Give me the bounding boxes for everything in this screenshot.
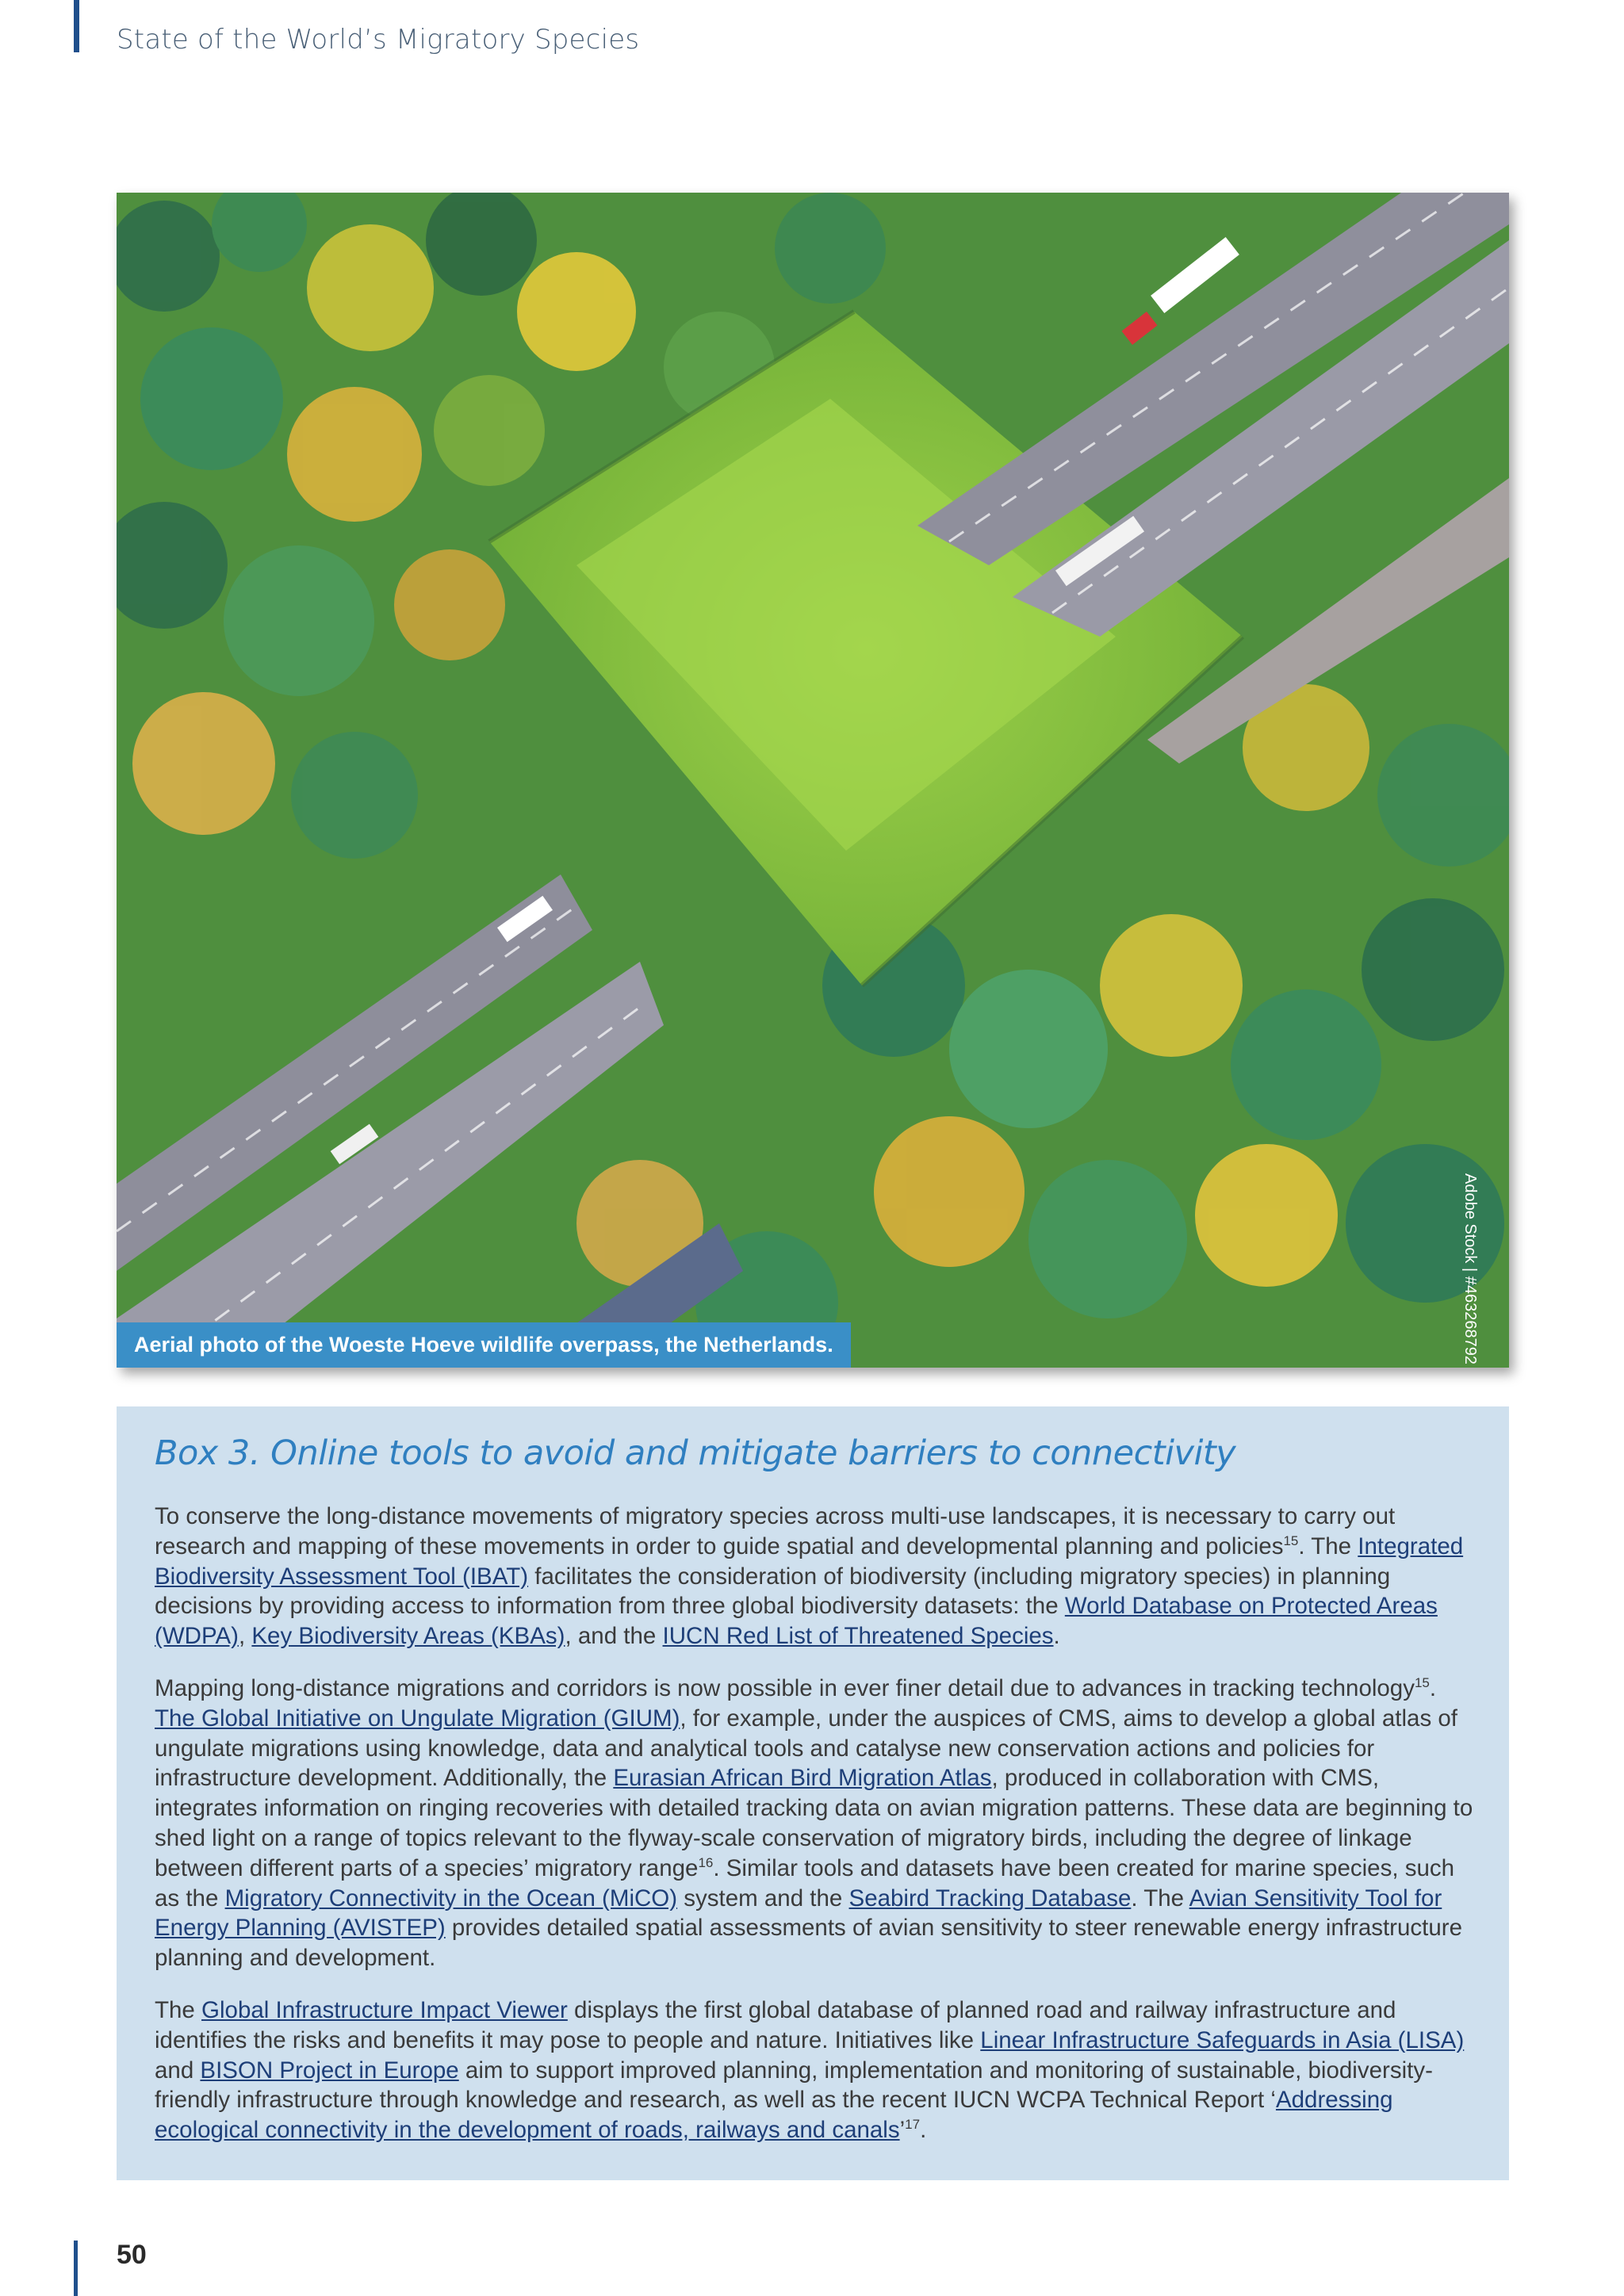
link-ibat[interactable]: Integrated Biodiversity Assessment Tool (IBAT) bbox=[155, 1533, 1464, 1590]
link-iucn-wcpa-report[interactable]: Addressing ecological connectivity in the development of roads, railways and canals bbox=[155, 2087, 1393, 2144]
box-paragraph-1 bbox=[155, 1502, 1480, 1651]
footnote-ref: 16 bbox=[698, 1854, 714, 1870]
box-body bbox=[155, 1502, 1480, 2168]
link-lisa[interactable]: Linear Infrastructure Safeguards in Asia (LISA) bbox=[980, 2026, 1465, 2053]
figure-caption: Aerial photo of the Woeste Hoeve wildlife overpass, the Netherlands. bbox=[117, 1322, 851, 1368]
footer-accent-bar bbox=[74, 2241, 78, 2296]
text-run: ’ bbox=[899, 2117, 906, 2144]
link-seabird-tracking[interactable]: Seabird Tracking Database bbox=[848, 1885, 1132, 1911]
photo-credit: Adobe Stock | #463268792 bbox=[1461, 1173, 1479, 1364]
text-run: The bbox=[155, 1996, 202, 2023]
header-accent-bar bbox=[74, 0, 79, 52]
link-iucn-red-list[interactable]: IUCN Red List of Threatened Species bbox=[662, 1623, 1054, 1650]
text-run: . The bbox=[1131, 1885, 1189, 1911]
box-paragraph-3 bbox=[155, 1996, 1480, 2145]
text-run: aim to support improved planning, implementation and monitoring of sustainable, biodiversity-friendly infrastructure through knowledge and research, as well as the recent IUCN WCPA Technical Report ‘ bbox=[155, 2057, 1433, 2114]
link-bird-migration-atlas[interactable]: Eurasian African Bird Migration Atlas bbox=[613, 1765, 992, 1792]
text-run: . bbox=[920, 2117, 927, 2144]
link-gium[interactable]: The Global Initiative on Ungulate Migration (GIUM) bbox=[155, 1705, 680, 1732]
text-run: facilitates the consideration of biodiversity (including migratory species) in planning decisions by providing access to information from three global biodiversity datasets: the bbox=[155, 1563, 1391, 1620]
text-run: , produced in collaboration with CMS, integrates information on ringing recoveries with detailed tracking data on avian migration patterns. These data are beginning to shed light on a range of topics relevant to the flyway-scale conservation of migratory birds, including the degree of linkage between different parts of a species’ migratory range bbox=[155, 1765, 1473, 1881]
text-run: , and the bbox=[565, 1623, 663, 1650]
text-run: . The bbox=[1298, 1533, 1358, 1559]
link-kbas[interactable]: Key Biodiversity Areas (KBAs) bbox=[251, 1623, 565, 1650]
text-run: , bbox=[238, 1623, 252, 1650]
text-run: and bbox=[155, 2057, 201, 2084]
link-avistep[interactable]: Avian Sensitivity Tool for Energy Planning (AVISTEP) bbox=[155, 1885, 1442, 1942]
running-header: State of the World’s Migratory Species bbox=[117, 24, 640, 55]
footnote-ref: 15 bbox=[1283, 1533, 1299, 1548]
link-bison[interactable]: BISON Project in Europe bbox=[200, 2057, 459, 2084]
text-run: , for example, under the auspices of CMS, aims to develop a global atlas of ungulate migrations using knowledge, data and analytical tools and catalyse new conservation actions and policies for infrastructure development. Additionally, the bbox=[155, 1705, 1457, 1792]
text-run: . bbox=[1053, 1623, 1060, 1650]
page-number: 50 bbox=[117, 2240, 147, 2270]
footnote-ref: 15 bbox=[1414, 1675, 1430, 1691]
footnote-ref: 17 bbox=[905, 2117, 921, 2133]
text-run: . bbox=[1429, 1674, 1437, 1701]
text-run: . Similar tools and datasets have been created for marine species, such as the bbox=[155, 1854, 1455, 1911]
text-run: To conserve the long-distance movements of migratory species across multi-use landscapes, it is necessary to carry out research and mapping of these movements in order to guide spatial and developmental planning and policies bbox=[155, 1503, 1396, 1559]
text-run: system and the bbox=[677, 1885, 849, 1911]
link-infrastructure-viewer[interactable]: Global Infrastructure Impact Viewer bbox=[201, 1996, 568, 2023]
box-title: Box 3. Online tools to avoid and mitigate barriers to connectivity bbox=[155, 1433, 1236, 1473]
text-run: Mapping long-distance migrations and corridors is now possible in ever finer detail due to advances in tracking technology bbox=[155, 1674, 1415, 1701]
aerial-photo bbox=[117, 193, 1509, 1368]
box-paragraph-2 bbox=[155, 1674, 1480, 1973]
link-wdpa[interactable]: World Database on Protected Areas (WDPA) bbox=[155, 1593, 1438, 1650]
text-run: provides detailed spatial assessments of avian sensitivity to steer renewable energy infrastructure planning and development. bbox=[155, 1915, 1462, 1972]
text-run: displays the first global database of planned road and railway infrastructure and identifies the risks and benefits it may pose to people and nature. Initiatives like bbox=[155, 1996, 1396, 2053]
info-box bbox=[117, 1406, 1509, 2180]
link-mico[interactable]: Migratory Connectivity in the Ocean (MiCO) bbox=[224, 1885, 678, 1911]
